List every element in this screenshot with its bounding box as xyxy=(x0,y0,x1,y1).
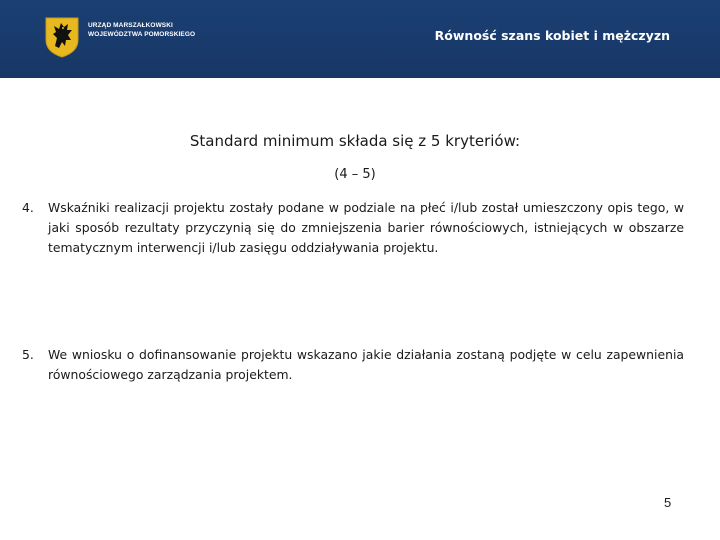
list-item-text: We wniosku o dofinansowanie projektu wskazano jakie działania zostaną podjęte w celu zapewnienia równościowego zarządzania projektem. xyxy=(48,347,684,382)
list-item-number: 4. xyxy=(22,200,34,215)
page-number: 5 xyxy=(664,495,672,510)
logo-line-1: URZĄD MARSZAŁKOWSKI xyxy=(88,22,173,29)
header-title: Równość szans kobiet i mężczyzn xyxy=(434,28,670,43)
logo-text xyxy=(88,21,195,39)
slide-heading: Standard minimum składa się z 5 kryteriów: xyxy=(189,132,521,150)
list-item-number: 5. xyxy=(22,347,34,362)
header-bar xyxy=(0,0,720,78)
logo-line-2: WOJEWÓDZTWA POMORSKIEGO xyxy=(88,31,196,38)
list-item xyxy=(22,198,684,258)
list-item-text: Wskaźniki realizacji projektu zostały podane w podziale na płeć i/lub został umieszczony opis tego, w jaki sposób rezultaty przyczynią się do zmniejszenia barier równościowych, istniejących w obszarze tematycznym interwencji i/lub zasięgu oddziaływania projektu. xyxy=(48,200,684,255)
list-item xyxy=(22,345,684,385)
criteria-range: (4 – 5) xyxy=(334,167,376,182)
griffin-emblem-icon xyxy=(44,16,80,58)
